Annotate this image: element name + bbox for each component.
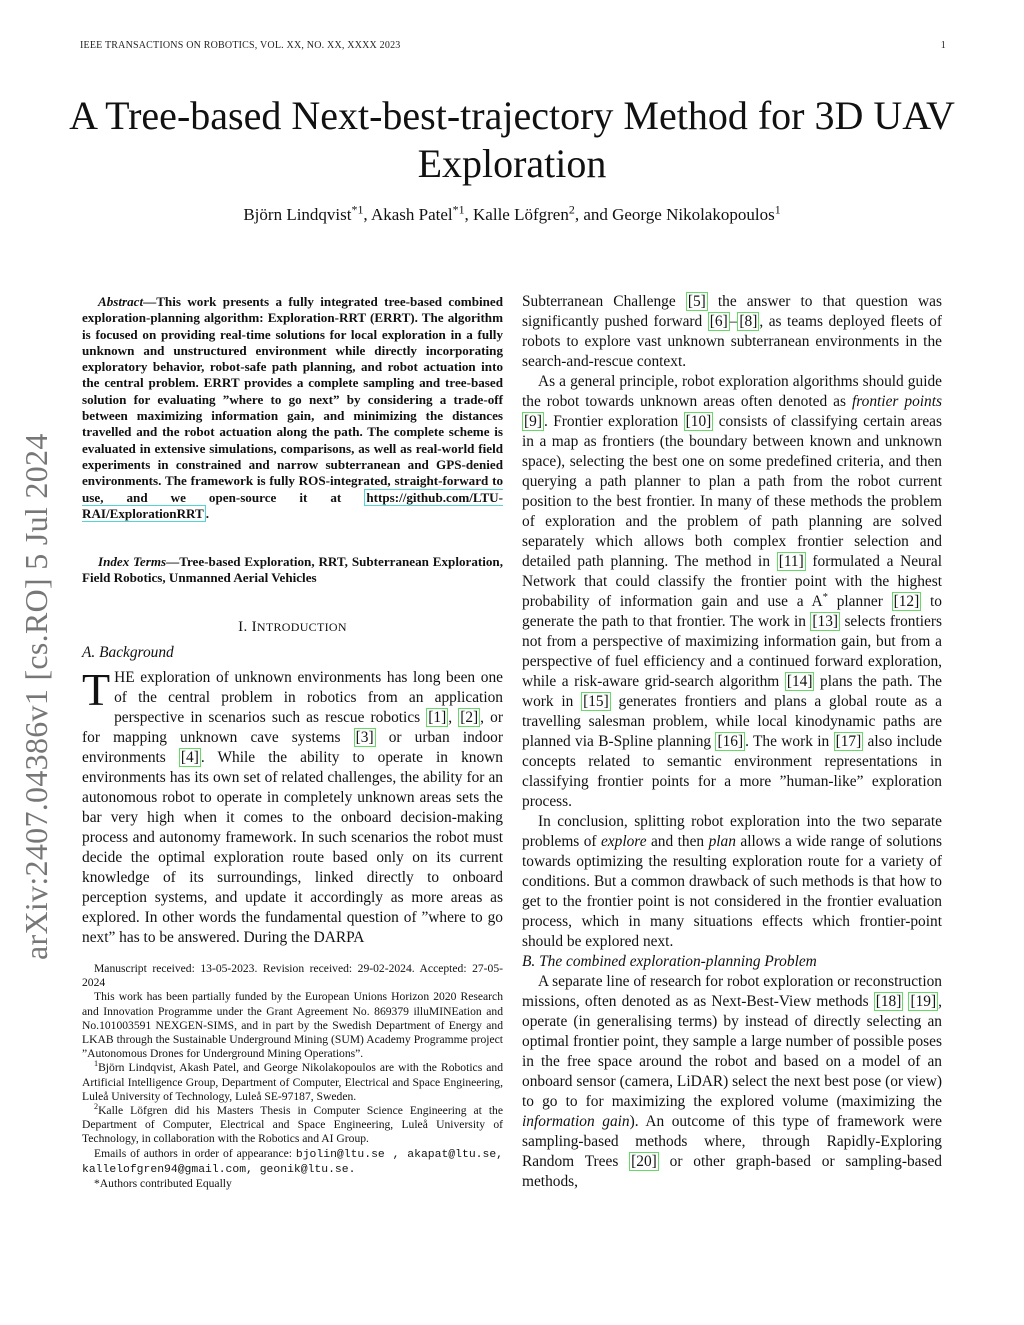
- citation-link[interactable]: [17]: [835, 733, 862, 750]
- author-list: [60, 202, 964, 225]
- drop-cap: T: [82, 664, 111, 715]
- body-text: ). An outcome of this type of framework were sampling-based methods where, through Rapidly-Exploring Random Trees: [522, 1113, 942, 1170]
- paper-title: A Tree-based Next-best-trajectory Method for 3D UAV Exploration: [69, 93, 955, 186]
- abstract-end: .: [205, 505, 210, 521]
- body-text: –: [729, 313, 738, 330]
- footnotes: [82, 962, 503, 1191]
- author-name: Kalle Löfgren: [473, 205, 569, 224]
- superscript: *: [822, 590, 828, 603]
- citation-link[interactable]: [19]: [910, 993, 937, 1010]
- emphasis: plan: [708, 833, 736, 850]
- author-mark: *1: [452, 202, 465, 217]
- footnote-text: Kalle Löfgren did his Masters Thesis in Computer Science Engineering at the Department of Computer, Electrical and Space Engineering, Luleå University of Technology, in collaboration with the Robotics and AI Group.: [82, 1104, 503, 1146]
- citation-link[interactable]: [5]: [687, 293, 706, 310]
- citation-link[interactable]: [4]: [180, 749, 199, 766]
- citation-link[interactable]: [1]: [428, 709, 447, 726]
- citation-link[interactable]: [14]: [786, 673, 813, 690]
- author-separator: ,: [464, 205, 474, 224]
- footnote-mark: 2: [94, 1102, 99, 1112]
- citation-link[interactable]: [18]: [875, 993, 902, 1010]
- body-text: , operate (in generalising terms) by instead of directly selecting an optimal frontier point, they sample a large number of possible poses in the free space around the robot and based on a model of an onboard sensor (camera, LiDAR) select the next best pose (or view) to go to for maximizing the explored volume (maximizing the: [522, 993, 942, 1110]
- emails-label: Emails of authors in order of appearance:: [94, 1146, 296, 1160]
- author-emails: bjolin@ltu.se , akapat@ltu.se, kallelofgren94@gmail.com, geonik@ltu.se.: [82, 1148, 503, 1176]
- author-separator: ,: [363, 205, 371, 224]
- body-text: . The work in: [745, 733, 834, 750]
- body-text: or other graph-based or sampling-based methods,: [522, 1153, 942, 1190]
- running-header: [80, 40, 946, 51]
- citation-link[interactable]: [16]: [717, 733, 744, 750]
- body-text: Subterranean Challenge: [522, 293, 686, 310]
- author-name: George Nikolakopoulos: [612, 205, 775, 224]
- citation-link[interactable]: [8]: [739, 313, 758, 330]
- emphasis: information gain: [522, 1113, 630, 1130]
- citation-link[interactable]: [20]: [631, 1153, 657, 1170]
- abstract-label: Abstract: [98, 294, 144, 309]
- body-text: A separate line of research for robot exploration or reconstruction missions, often denoted as as Next-Best-View methods: [522, 973, 942, 1010]
- author-mark: *1: [351, 202, 364, 217]
- citation-link[interactable]: [12]: [893, 593, 920, 610]
- intro-text: ,: [448, 709, 459, 726]
- footnote-emails: [82, 1147, 503, 1177]
- footnote-affiliation-1: [82, 1061, 503, 1104]
- citation-link[interactable]: [10]: [685, 413, 712, 430]
- body-text: As a general principle, robot exploration algorithms should guide the robot towards unknown areas often denoted as: [522, 373, 942, 410]
- body-text: also include concepts related to semantic environment representations in classifying frontier points for a more ”human-like” exploration process.: [522, 733, 942, 810]
- arxiv-stamp: arXiv:2407.04386v1 [cs.RO] 5 Jul 2024: [18, 433, 54, 960]
- author-mark: 2: [568, 202, 575, 217]
- abstract: [82, 294, 503, 522]
- section-initial: I: [251, 619, 257, 635]
- footnote-equal-contribution: *Authors contributed Equally: [94, 1177, 232, 1191]
- index-terms-text: —Tree-based Exploration, RRT, Subterranean Exploration, Field Robotics, Unmanned Aerial Vehicles: [82, 554, 503, 586]
- intro-text: , or for mapping unknown cave systems: [82, 709, 503, 746]
- author-name: Akash Patel: [370, 205, 453, 224]
- footnote-funding: This work has been partially funded by the European Unions Horizon 2020 Research and Innovation Programme under the Grant Agreement No. 869379 illuMINEation and No.101003591 NEXGEN-SIMS, and in part by the Swedish Department of Energy and LKAB through the Sustainable Underground Mining (SUM) Academy Programme project ”Autonomous Drones for Underground Mining Operations”.: [82, 990, 503, 1061]
- citation-link[interactable]: [2]: [460, 709, 479, 726]
- author-mark: 1: [774, 202, 781, 217]
- footnote-affiliation-2: [82, 1104, 503, 1147]
- body-text: planner: [827, 593, 892, 610]
- body-text: formulated a Neural Network that could classify the frontier point with the highest probability of information gain and use a A: [522, 553, 942, 610]
- citation-link[interactable]: [6]: [709, 313, 728, 330]
- section-title-rest: NTRODUCTION: [256, 620, 347, 634]
- body-text: consists of classifying certain areas in a map as frontiers (the boundary between known and unknown space), selecting the best one on some predefined criteria, and then querying a path planner to plan a path from the robot current position to the best frontier. In many of these methods the problem of exploration and the problem of path planning are solved separately which allows both complex frontier selection and detailed path planning. The method in: [522, 413, 942, 570]
- body-text: to generate the path to that frontier. The work in: [522, 593, 942, 630]
- page-number: 1: [940, 40, 946, 51]
- footnote-text: Björn Lindqvist, Akash Patel, and George Nikolakopoulos are with the Robotics and Artificial Intelligence Group, Department of Computer, Electrical and Space Engineering, Luleå University of Technology, Luleå SE-97187, Sweden.: [82, 1061, 503, 1103]
- citation-link[interactable]: [15]: [583, 693, 609, 710]
- paragraph: [522, 372, 942, 812]
- abstract-text: —This work presents a fully integrated tree-based combined exploration-planning algorithm: Exploration-RRT (ERRT). The algorithm is focused on providing real-time solutions for local exploration in a fully unknown and unstructured environment while directly incorporating exploratory behavior, robot-safe path planning, and robot actuation into the central problem. ERRT provides a complete sampling and tree-based solution for evaluating ”where to go next” by considering a trade-off between maximizing information gain, and minimizing the distances travelled and the robot actuation along the path. The complete scheme is evaluated in extensive simulations, comparisons, as well as real-world field experiments in constrained and narrow subterranean and GPS-denied environments. The framework is fully ROS-integrated, straight-forward to use, and we open-source it at: [82, 294, 503, 505]
- index-terms: [82, 554, 503, 587]
- author-name: Björn Lindqvist: [243, 205, 352, 224]
- emphasis: frontier points: [851, 393, 943, 410]
- author-separator: , and: [574, 205, 613, 224]
- body-text: In conclusion, splitting robot exploration into the two separate problems of: [522, 813, 942, 850]
- intro-text: . While the ability to operate in known environments has its own set of related challenges, the ability for an autonomous robot to operate in completely unknown areas sets the bar very high when it comes to the onboard decision-making process and autonomy framework. In such scenarios the robot must decide the optimal exploration route based only on its current knowledge of its surroundings, linked directly to onboard perception systems, and update it accordingly as more areas as explored. In other words the fundamental question of ”where to go next” has to be answered. During the DARPA: [82, 749, 503, 946]
- paragraph: [522, 292, 942, 372]
- citation-link[interactable]: [11]: [778, 553, 804, 570]
- footnote-mark: 1: [94, 1059, 99, 1069]
- paragraph: [522, 972, 942, 1192]
- citation-link[interactable]: [3]: [355, 729, 374, 746]
- citation-link[interactable]: [13]: [812, 613, 839, 630]
- section-numeral: I.: [238, 619, 252, 635]
- journal-name: IEEE TRANSACTIONS ON ROBOTICS, VOL. XX, NO. XX, XXXX 2023: [80, 40, 401, 51]
- body-text: . Frontier exploration: [543, 413, 684, 430]
- body-text: selects frontiers not from a perspective of maximizing information gain, but from a perspective of fuel efficiency and a continued forward exploration, while a risk-aware grid-search algorithm: [522, 613, 942, 690]
- body-text: , as teams deployed fleets of robots to explore vast unknown subterranean environments in the search-and-rescue context.: [522, 313, 943, 370]
- emphasis: explore: [600, 833, 647, 850]
- body-text: and then: [646, 833, 709, 850]
- introduction-text: [82, 664, 504, 948]
- citation-link[interactable]: [9]: [524, 413, 542, 430]
- repository-link[interactable]: https://github.com/LTU-RAI/ExplorationRRT: [82, 489, 503, 521]
- body-text: plans the path. The work in: [522, 673, 942, 710]
- subsection-heading-background: A. Background: [82, 644, 174, 661]
- subsection-heading-combined-problem: B. The combined exploration-planning Problem: [522, 953, 817, 970]
- intro-text: HE exploration of unknown environments has long been one of the central problem in robotics from an application perspective in scenarios such as rescue robotics: [114, 669, 503, 726]
- paragraph: [522, 812, 942, 952]
- index-terms-label: Index Terms: [98, 554, 167, 569]
- footnote-received: Manuscript received: 13-05-2023. Revision received: 29-02-2024. Accepted: 27-05-2024: [82, 962, 503, 990]
- right-column-text: [522, 292, 942, 1192]
- intro-text: or urban indoor environments: [82, 729, 504, 766]
- body-text: allows a wide range of solutions towards optimizing the resulting exploration route for a variety of conditions. But a common drawback of such methods is that how to get to the frontier point is not considered in the frontier evaluation process, which in many situations effects which frontier-point should be explored next.: [522, 833, 943, 950]
- section-heading-introduction: [82, 617, 503, 637]
- body-text: generates frontiers and plans a global route as a travelling salesman problem, while local kinodynamic paths are planned via B-Spline planning: [522, 693, 942, 750]
- body-text: the answer to that question was significantly pushed forward: [522, 293, 942, 330]
